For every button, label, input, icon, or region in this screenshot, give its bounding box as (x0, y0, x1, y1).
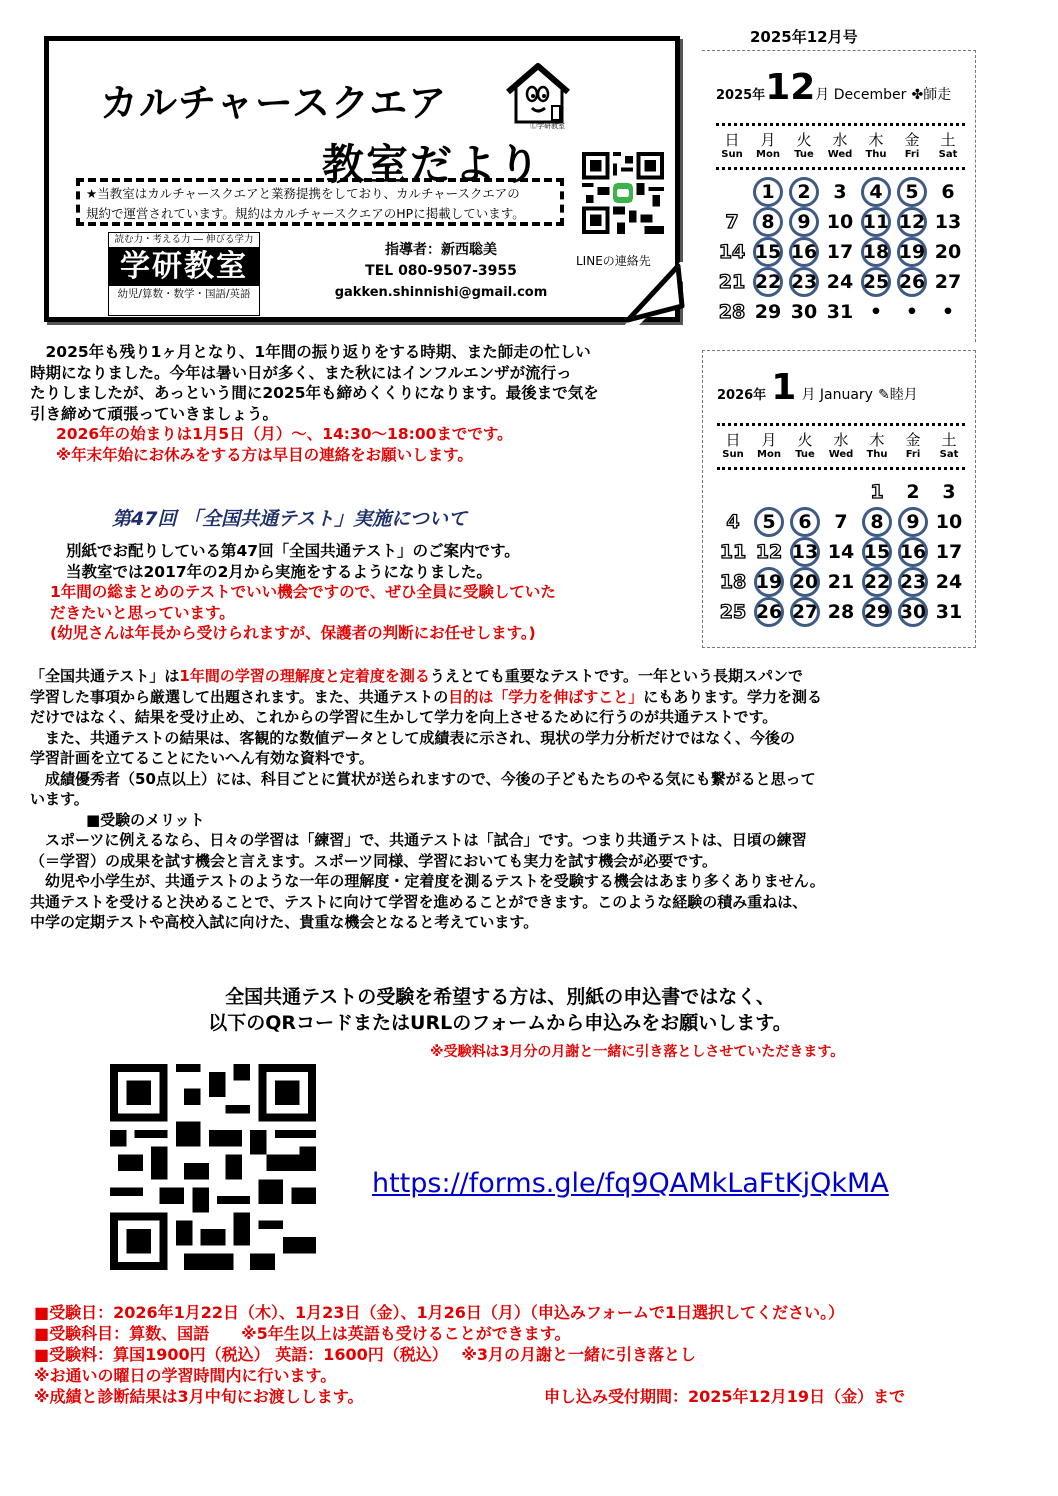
class-day: 12 (894, 207, 930, 237)
calendar-day: 12 (755, 541, 783, 563)
email-address[interactable]: gakken.shinnishi@gmail.com (334, 285, 548, 300)
calendar-day: 11 (719, 541, 747, 563)
weekday-header (715, 431, 967, 461)
calendar-day: 13 (934, 211, 962, 233)
application-qr-code[interactable] (106, 1064, 320, 1270)
empty-cell (823, 477, 859, 507)
gakken-subjects: 幼児/算数・数学・国語/英語 (117, 288, 251, 300)
weekday-label: 水 Wed (827, 131, 853, 160)
weekday-header (714, 131, 966, 161)
calendar-day: 7 (834, 511, 848, 533)
class-day: 15 (859, 537, 895, 567)
class-day: 26 (894, 267, 930, 297)
calendar-day: 10 (826, 211, 854, 233)
weekday-label: 土 Sat (939, 431, 959, 460)
application-instructions: 全国共通テストの受験を希望する方は、別紙の申込書ではなく、 以下のQRコードまたはURLのフォームから申込みをお願いします。 (208, 986, 792, 1034)
calendar-day: 20 (934, 241, 962, 263)
weekday-label: 木 Thu (865, 131, 887, 160)
brand-name: カルチャースクエア (100, 81, 448, 125)
weekday-label: 金 Fri (905, 431, 921, 460)
exam-subjects: ■受験科目：算数、国語 ※5年生以上は英語も受けることができます。 (34, 1324, 571, 1343)
calendar-day: 17 (935, 541, 963, 563)
class-day: 13 (787, 537, 823, 567)
gakken-tagline: 読む力・考える力 ― 伸びる学力 (109, 233, 259, 248)
class-day: 5 (894, 177, 930, 207)
holiday-notice: ※年末年始にお休みをする方は早目の連絡をお願いします。 (56, 445, 473, 464)
gakken-logo (108, 232, 260, 316)
calendar-day: 10 (935, 511, 963, 533)
calendar-heading: 2026年 1 月 January ✎睦月 (717, 367, 918, 408)
divider (716, 167, 965, 170)
newsletter-title: 教室だより (322, 140, 543, 189)
calendar-day: 2 (906, 481, 920, 503)
issue-label: 2025年12月号 (750, 28, 858, 46)
calendar-day: 28 (718, 301, 746, 323)
weekday-label: 火 Tue (795, 431, 815, 460)
weekday-label: 月 Mon (756, 131, 780, 160)
class-day: 4 (858, 177, 894, 207)
class-day: 19 (894, 237, 930, 267)
class-day: 1 (750, 177, 786, 207)
class-day: 22 (859, 567, 895, 597)
exam-details (34, 1302, 984, 1407)
intro-paragraph: 2025年も残り1ヶ月となり、1年間の振り返りをする時期、また師走の忙しい 時期になりました。今年は暑い日が多く、また秋にはインフルエンザが流行っ たりしましたが、あっという間に2025年も締めくくりになります。最後まで気を 引き締めて頑張っていきましょう。 2026年の始まりは1月5日（月）～、14:30～18:00までです。 ※年末年始にお休みをする方は早目の連絡をお願いします。 (30, 342, 680, 465)
phone-number: TEL 080-9507-3955 (365, 263, 517, 279)
calendar-day: 30 (790, 301, 818, 323)
class-day: 9 (786, 207, 822, 237)
calendar-day: 24 (935, 571, 963, 593)
class-day: 9 (895, 507, 931, 537)
class-day: 23 (786, 267, 822, 297)
calendar-day: 18 (719, 571, 747, 593)
calendar-day: 7 (725, 211, 739, 233)
calendar-day: 1 (870, 481, 884, 503)
exam-fee: ■受験料：算国1900円（税込） 英語：1600円（税込） ※3月の月謝と一緒に引き落とし (34, 1345, 697, 1364)
class-day: 15 (750, 237, 786, 267)
calendar-december (702, 50, 976, 342)
placeholder-dot: • (905, 301, 919, 323)
weekday-label: 土 Sat (938, 131, 958, 160)
pine-decoration-icon: ✤ (911, 87, 924, 103)
instructor-name: 指導者：新西聡美 (385, 242, 497, 258)
house-caption: Ⓛ学研教室 (530, 122, 565, 130)
calendar-heading: 2025年12月 December ✤師走 (716, 67, 952, 108)
empty-cell (714, 177, 750, 207)
class-day: 16 (786, 237, 822, 267)
exam-dates: ■受験日：2026年1月22日（木）、1月23日（金）、1月26日（月）（申込みフォームで1日選択してください。） (34, 1303, 845, 1322)
class-day: 20 (787, 567, 823, 597)
class-day: 6 (787, 507, 823, 537)
class-day: 8 (750, 207, 786, 237)
application-deadline: 申し込み受付期間：2025年12月19日（金）まで (544, 1387, 906, 1406)
line-qr-code[interactable] (578, 152, 668, 234)
class-day: 25 (858, 267, 894, 297)
test-section-body: 別紙でお配りしている第47回「全国共通テスト」のご案内です。 当教室では2017年の2月から実施をするようになりました。 1年間の総まとめのテストでいい機会ですので、ぜひ全員に受験していた だきたいと思っています。 (幼児さんは年長から受けられますが、保護者の判断にお任せします。) (50, 542, 556, 642)
class-day: 11 (858, 207, 894, 237)
calendar-day: 17 (826, 241, 854, 263)
weekday-label: 金 Fri (904, 131, 920, 160)
weekday-label: 日 Sun (722, 431, 744, 460)
brush-icon: ✎ (878, 387, 890, 403)
calendar-day: 28 (827, 601, 855, 623)
test-section-title: 第47回 「全国共通テスト」実施について (112, 508, 467, 530)
gakken-name: 学研教室 (109, 248, 259, 286)
class-day: 18 (858, 237, 894, 267)
page-curl-icon (622, 262, 688, 328)
calendar-day: 21 (718, 271, 746, 293)
class-day: 22 (750, 267, 786, 297)
notice-line: 規約で運営されています。規約はカルチャースクエアのHPに掲載しています。 (86, 206, 525, 221)
class-day: 27 (787, 597, 823, 627)
merit-heading: ■受験のメリット (86, 810, 205, 829)
weekday-label: 木 Thu (866, 431, 888, 460)
explanation-body: 「全国共通テスト」は1年間の学習の理解度と定着度を測るうえとても重要なテストです。一年という長期スパンで 学習した事項から厳選して出題されます。また、共通テストの目的は「学力を伸ばすこと」にもあります。学力を測る だけではなく、結果を受け止め、これからの学習に生かして学力を向上させるために行うのが共通テストです。 また、共通テストの結果は、客観的な数値データとして成績表に示され、現状の学力分析だけではなく、今後の 学習計画を立てることにたいへん有効な資料です。 成績優秀者（50点以上）には、科目ごとに賞状が送られますので、今後の子どもたちのやる気にも繋がると思って います。 ■受験のメリット スポーツに例えるなら、日々の学習は「練習」で、共通テストは「試合」です。つまり共通テストは、日頃の練習 （＝学習）の成果を試す機会と言えます。スポーツ同様、学習においても実力を試す機会が必要です。 幼児や小学生が、共通テストのような一年の理解度・定着度を測るテストを受験する機会はあまり多くありません。 共通テストを受けると決めることで、テストに向けて学習を進めることができます。このような経験の積み重ねは、 中学の定期テストや高校入試に向けた、貴重な機会となると考えています。 (30, 666, 970, 933)
class-day: 16 (895, 537, 931, 567)
class-day: 8 (859, 507, 895, 537)
divider (717, 423, 965, 426)
calendar-day: 4 (726, 511, 740, 533)
affiliation-notice (76, 178, 564, 226)
day-grid (715, 477, 967, 627)
calendar-day: 14 (718, 241, 746, 263)
results-note: ※成績と診断結果は3月中旬にお渡しします。 (34, 1387, 364, 1406)
empty-cell (751, 477, 787, 507)
class-day: 30 (895, 597, 931, 627)
calendar-day: 3 (942, 481, 956, 503)
class-day: 29 (859, 597, 895, 627)
new-year-start-notice: 2026年の始まりは1月5日（月）～、14:30～18:00までです。 (56, 425, 513, 443)
calendar-day: 3 (833, 181, 847, 203)
weekday-label: 月 Mon (757, 431, 781, 460)
divider (716, 123, 965, 126)
calendar-day: 21 (827, 571, 855, 593)
calendar-day: 6 (941, 181, 955, 203)
calendar-day: 25 (719, 601, 747, 623)
placeholder-dot: • (869, 301, 883, 323)
class-day: 19 (751, 567, 787, 597)
calendar-day: 14 (827, 541, 855, 563)
calendar-day: 31 (826, 301, 854, 323)
notice-line: ★当教室はカルチャースクエアと業務提携をしており、カルチャースクエアの (86, 186, 520, 201)
class-day: 26 (751, 597, 787, 627)
weekday-label: 水 Wed (828, 431, 854, 460)
divider (717, 467, 965, 470)
weekday-label: 火 Tue (794, 131, 814, 160)
day-grid (714, 177, 966, 327)
class-day: 23 (895, 567, 931, 597)
placeholder-dot: • (941, 301, 955, 323)
calendar-day: 31 (935, 601, 963, 623)
empty-cell (715, 477, 751, 507)
calendar-day: 24 (826, 271, 854, 293)
calendar-january (702, 350, 976, 648)
application-form-link[interactable]: https://forms.gle/fq9QAMkLaFtKjQkMA (372, 1168, 889, 1199)
contact-info (296, 240, 586, 303)
exam-time-note: ※お通いの曜日の学習時間内に行います。 (34, 1366, 337, 1385)
line-qr-caption: LINEの連絡先 (576, 254, 651, 268)
empty-cell (787, 477, 823, 507)
calendar-day: 27 (934, 271, 962, 293)
weekday-label: 日 Sun (721, 131, 743, 160)
class-day: 5 (751, 507, 787, 537)
calendar-day: 29 (754, 301, 782, 323)
fee-note: ※受験料は3月分の月謝と一緒に引き落としさせていただきます。 (430, 1044, 845, 1060)
class-day: 2 (786, 177, 822, 207)
